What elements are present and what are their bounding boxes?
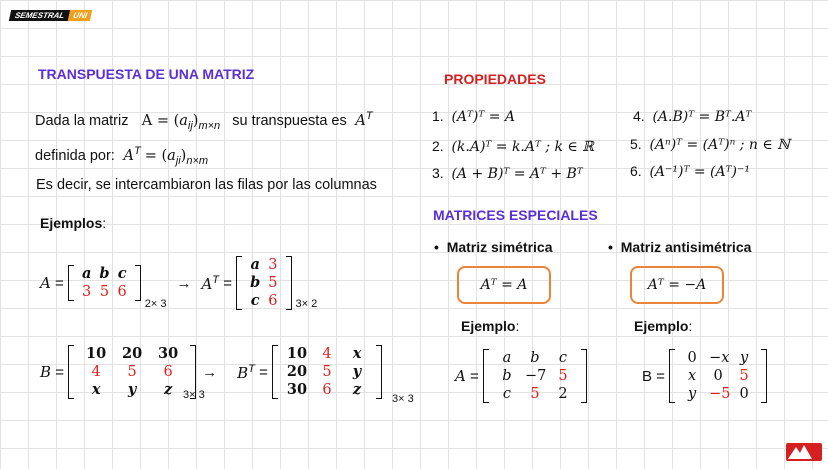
symmetric-label: • Matriz simétrica xyxy=(434,239,553,255)
special-matrices-title: MATRICES ESPECIALES xyxy=(433,207,598,223)
symmetric-example-label: Ejemplo: xyxy=(461,318,520,334)
definition-line-3: Es decir, se intercambiaron las filas por las columnas xyxy=(36,177,377,193)
cesar-vallejo-logo-icon xyxy=(786,441,822,463)
antisymmetric-example: B = 0 −x y x 0 5 y −5 0 xyxy=(642,349,767,403)
example-b: B = 10 20 30 4 5 6 x y z → 3× 3 $B^T$ = 10 4 x 20 5 y 30 6 z 3× 3 xyxy=(40,345,414,405)
matrix-a: a b c 3 5 6 xyxy=(68,265,141,301)
antisymmetric-formula-box: Aᵀ = −A xyxy=(630,266,724,304)
antisymmetric-label: • Matriz antisimétrica xyxy=(608,239,752,255)
matrix-b: 10 20 30 4 5 6 x y z xyxy=(68,345,196,399)
property-6: 6. (A⁻¹)ᵀ = (Aᵀ)⁻¹ xyxy=(630,163,750,180)
property-4: 4. (A.B)ᵀ = Bᵀ.Aᵀ xyxy=(633,108,752,125)
property-1: 1. (Aᵀ)ᵀ = A xyxy=(432,108,516,125)
symmetric-formula-box: Aᵀ = A xyxy=(457,266,551,304)
property-3: 3. (A + B)ᵀ = Aᵀ + Bᵀ xyxy=(432,165,583,182)
matrix-b-transpose: 10 4 x 20 5 y 30 6 z xyxy=(272,345,382,399)
matrix-a-transpose: a 3 b 5 c 6 xyxy=(236,256,291,310)
examples-label: Ejemplos: xyxy=(40,215,107,231)
semestral-uni-badge: SEMESTRAL UNI xyxy=(9,9,93,22)
antisymmetric-matrix: 0 −x y x 0 5 y −5 0 xyxy=(669,349,767,403)
transpose-title: TRANSPUESTA DE UNA MATRIZ xyxy=(38,66,255,82)
property-5: 5. (Aⁿ)ᵀ = (Aᵀ)ⁿ ; n ∈ ℕ xyxy=(630,136,790,153)
properties-title: PROPIEDADES xyxy=(444,71,546,87)
antisymmetric-example-label: Ejemplo: xyxy=(634,318,693,334)
symmetric-example: A = a b c b −7 5 c 5 2 xyxy=(455,349,587,403)
property-2: 2. (k.A)ᵀ = k.Aᵀ ; k ∈ ℝ xyxy=(432,138,594,155)
symmetric-matrix: a b c b −7 5 c 5 2 xyxy=(483,349,587,403)
definition-line-2: definida por: $A^T = (a_{ji})_{n\times m}$ xyxy=(35,145,209,167)
example-a: A = a b c 3 5 6 2× 3 → $A^T$ = a 3 b 5 c 6 3× 2 xyxy=(40,256,318,310)
definition-line-1: Dada la matriz $A = (a_{ij})_{m\times n}$ su transpuesta es $A^T$ xyxy=(35,110,373,132)
